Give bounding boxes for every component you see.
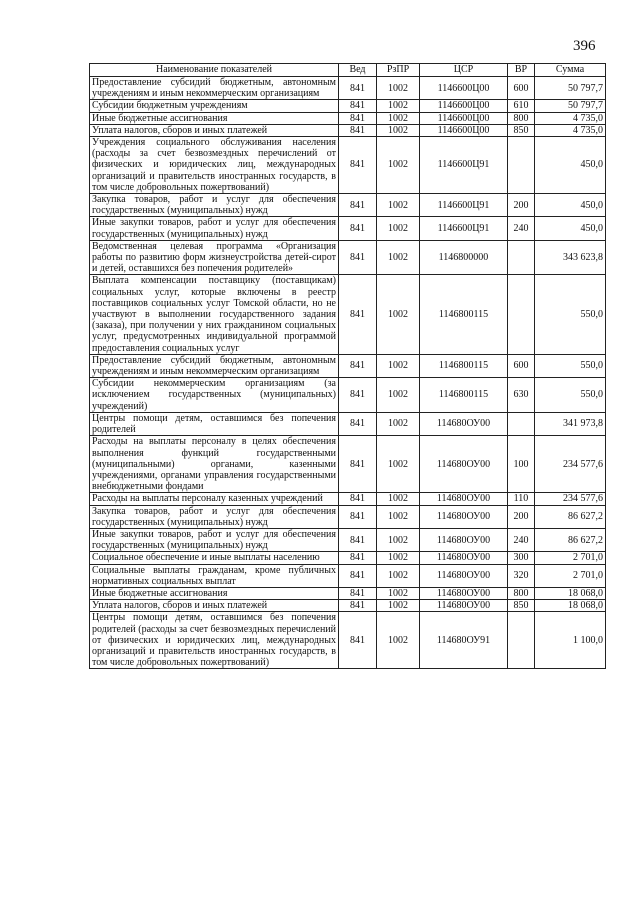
cell-csr: 114680ОУ00 — [420, 412, 508, 435]
table-row — [90, 412, 606, 435]
cell-csr: 1146800115 — [420, 354, 508, 377]
cell-ved: 841 — [339, 275, 377, 354]
cell-name: Субсидии бюджетным учреждениям — [90, 100, 339, 112]
budget-table — [89, 63, 606, 669]
cell-vr: 100 — [508, 436, 535, 493]
cell-sum: 50 797,7 — [535, 77, 606, 100]
cell-rzpr: 1002 — [377, 378, 420, 413]
table-row — [90, 552, 606, 564]
cell-rzpr: 1002 — [377, 528, 420, 551]
cell-sum: 86 627,2 — [535, 528, 606, 551]
table-header-row — [90, 64, 606, 77]
cell-rzpr: 1002 — [377, 564, 420, 587]
cell-rzpr: 1002 — [377, 275, 420, 354]
cell-sum: 50 797,7 — [535, 100, 606, 112]
cell-name: Иные бюджетные ассигнования — [90, 112, 339, 124]
cell-ved: 841 — [339, 194, 377, 217]
cell-rzpr: 1002 — [377, 354, 420, 377]
cell-sum: 550,0 — [535, 275, 606, 354]
cell-rzpr: 1002 — [377, 137, 420, 194]
cell-sum: 550,0 — [535, 354, 606, 377]
cell-csr: 1146600Ц91 — [420, 194, 508, 217]
cell-vr: 240 — [508, 217, 535, 240]
cell-name: Субсидии некоммерческим организациям (за исключением государственных (муниципальных) учреждений) — [90, 378, 339, 413]
cell-ved: 841 — [339, 587, 377, 599]
cell-sum: 234 577,6 — [535, 493, 606, 505]
cell-sum: 4 735,0 — [535, 112, 606, 124]
cell-sum: 4 735,0 — [535, 124, 606, 136]
table-row — [90, 612, 606, 669]
cell-rzpr: 1002 — [377, 552, 420, 564]
cell-name: Социальные выплаты гражданам, кроме публичных нормативных социальных выплат — [90, 564, 339, 587]
cell-csr: 1146600Ц91 — [420, 217, 508, 240]
cell-rzpr: 1002 — [377, 240, 420, 275]
header-csr: ЦСР — [420, 64, 508, 77]
cell-ved: 841 — [339, 240, 377, 275]
cell-name: Закупка товаров, работ и услуг для обеспечения государственных (муниципальных) нужд — [90, 505, 339, 528]
cell-sum: 1 100,0 — [535, 612, 606, 669]
cell-ved: 841 — [339, 505, 377, 528]
cell-vr: 600 — [508, 354, 535, 377]
cell-vr: 610 — [508, 100, 535, 112]
table-row — [90, 378, 606, 413]
table-row — [90, 505, 606, 528]
cell-rzpr: 1002 — [377, 612, 420, 669]
cell-name: Расходы на выплаты персоналу в целях обеспечения выполнения функций государственными (муниципальными) органами, казенными учреждениями, органами управления государственными внебюджетными фондами — [90, 436, 339, 493]
table-row — [90, 77, 606, 100]
cell-vr: 300 — [508, 552, 535, 564]
cell-ved: 841 — [339, 354, 377, 377]
cell-csr: 114680ОУ91 — [420, 612, 508, 669]
cell-vr: 200 — [508, 505, 535, 528]
table-row — [90, 124, 606, 136]
cell-ved: 841 — [339, 112, 377, 124]
cell-name: Учреждения социального обслуживания населения (расходы за счет безвозмездных перечислений от физических и юридических лиц, международных организаций и правительств иностранных государств, в том числе добровольных пожертвований) — [90, 137, 339, 194]
cell-ved: 841 — [339, 217, 377, 240]
cell-csr: 1146800115 — [420, 378, 508, 413]
cell-rzpr: 1002 — [377, 100, 420, 112]
table-row — [90, 354, 606, 377]
cell-rzpr: 1002 — [377, 600, 420, 612]
cell-vr: 850 — [508, 600, 535, 612]
table-row — [90, 112, 606, 124]
table-row — [90, 137, 606, 194]
cell-rzpr: 1002 — [377, 412, 420, 435]
cell-csr: 114680ОУ00 — [420, 436, 508, 493]
table-body — [90, 77, 606, 669]
cell-csr: 1146600Ц00 — [420, 124, 508, 136]
cell-ved: 841 — [339, 77, 377, 100]
cell-sum: 234 577,6 — [535, 436, 606, 493]
cell-rzpr: 1002 — [377, 112, 420, 124]
table-row — [90, 587, 606, 599]
cell-name: Предоставление субсидий бюджетным, автономным учреждениям и иным некоммерческим организациям — [90, 354, 339, 377]
table-row — [90, 275, 606, 354]
cell-vr: 800 — [508, 112, 535, 124]
cell-sum: 2 701,0 — [535, 552, 606, 564]
cell-sum: 86 627,2 — [535, 505, 606, 528]
cell-ved: 841 — [339, 137, 377, 194]
header-vr: ВР — [508, 64, 535, 77]
table-row — [90, 240, 606, 275]
cell-vr: 600 — [508, 77, 535, 100]
cell-name: Закупка товаров, работ и услуг для обеспечения государственных (муниципальных) нужд — [90, 194, 339, 217]
cell-csr: 114680ОУ00 — [420, 600, 508, 612]
cell-csr: 114680ОУ00 — [420, 528, 508, 551]
cell-name: Выплата компенсации поставщику (поставщикам) социальных услуг, которые включены в реестр поставщиков социальных услуг Томской области, но не участвуют в выполнении государственного задания (заказа), при получении у них гражданином социальных услуг, предусмотренных индивидуальной программой предоставления социальных услуг — [90, 275, 339, 354]
cell-vr: 320 — [508, 564, 535, 587]
table-row — [90, 600, 606, 612]
cell-csr: 1146800000 — [420, 240, 508, 275]
cell-ved: 841 — [339, 564, 377, 587]
cell-ved: 841 — [339, 378, 377, 413]
cell-ved: 841 — [339, 100, 377, 112]
cell-sum: 18 068,0 — [535, 600, 606, 612]
cell-sum: 18 068,0 — [535, 587, 606, 599]
table-row — [90, 100, 606, 112]
cell-ved: 841 — [339, 493, 377, 505]
cell-csr: 114680ОУ00 — [420, 587, 508, 599]
cell-vr: 200 — [508, 194, 535, 217]
cell-csr: 114680ОУ00 — [420, 505, 508, 528]
cell-name: Расходы на выплаты персоналу казенных учреждений — [90, 493, 339, 505]
cell-name: Социальное обеспечение и иные выплаты населению — [90, 552, 339, 564]
cell-csr: 114680ОУ00 — [420, 493, 508, 505]
cell-rzpr: 1002 — [377, 436, 420, 493]
cell-vr: 110 — [508, 493, 535, 505]
cell-sum: 550,0 — [535, 378, 606, 413]
cell-name: Уплата налогов, сборов и иных платежей — [90, 600, 339, 612]
table-row — [90, 436, 606, 493]
cell-ved: 841 — [339, 552, 377, 564]
table-row — [90, 564, 606, 587]
page-number: 396 — [573, 38, 596, 54]
cell-rzpr: 1002 — [377, 493, 420, 505]
header-name: Наименование показателей — [90, 64, 339, 77]
cell-vr — [508, 612, 535, 669]
cell-sum: 341 973,8 — [535, 412, 606, 435]
cell-csr: 1146600Ц00 — [420, 100, 508, 112]
cell-rzpr: 1002 — [377, 124, 420, 136]
header-rzpr: РзПР — [377, 64, 420, 77]
cell-sum: 450,0 — [535, 137, 606, 194]
cell-vr — [508, 412, 535, 435]
cell-vr — [508, 137, 535, 194]
table-row — [90, 194, 606, 217]
cell-ved: 841 — [339, 124, 377, 136]
cell-rzpr: 1002 — [377, 77, 420, 100]
cell-ved: 841 — [339, 612, 377, 669]
header-ved: Вед — [339, 64, 377, 77]
cell-vr: 240 — [508, 528, 535, 551]
cell-csr: 1146600Ц91 — [420, 137, 508, 194]
header-sum: Сумма — [535, 64, 606, 77]
table-row — [90, 217, 606, 240]
cell-rzpr: 1002 — [377, 505, 420, 528]
cell-rzpr: 1002 — [377, 194, 420, 217]
cell-csr: 114680ОУ00 — [420, 552, 508, 564]
cell-name: Предоставление субсидий бюджетным, автономным учреждениям и иным некоммерческим организациям — [90, 77, 339, 100]
cell-sum: 2 701,0 — [535, 564, 606, 587]
cell-sum: 343 623,8 — [535, 240, 606, 275]
cell-vr: 800 — [508, 587, 535, 599]
table-row — [90, 493, 606, 505]
cell-sum: 450,0 — [535, 194, 606, 217]
cell-csr: 1146600Ц00 — [420, 77, 508, 100]
cell-name: Ведомственная целевая программа «Организация работы по развитию форм жизнеустройства детей-сирот и детей, оставшихся без попечения родителей» — [90, 240, 339, 275]
cell-name: Центры помощи детям, оставшимся без попечения родителей — [90, 412, 339, 435]
cell-name: Центры помощи детям, оставшимся без попечения родителей (расходы за счет безвозмездных перечислений от физических и юридических лиц, международных организаций и правительств иностранных государств, в том числе добровольных пожертвований) — [90, 612, 339, 669]
cell-name: Иные закупки товаров, работ и услуг для обеспечения государственных (муниципальных) нужд — [90, 528, 339, 551]
cell-vr — [508, 240, 535, 275]
cell-ved: 841 — [339, 412, 377, 435]
cell-ved: 841 — [339, 600, 377, 612]
cell-name: Иные закупки товаров, работ и услуг для обеспечения государственных (муниципальных) нужд — [90, 217, 339, 240]
cell-ved: 841 — [339, 436, 377, 493]
cell-vr: 850 — [508, 124, 535, 136]
cell-name: Уплата налогов, сборов и иных платежей — [90, 124, 339, 136]
cell-vr — [508, 275, 535, 354]
cell-csr: 1146600Ц00 — [420, 112, 508, 124]
cell-csr: 114680ОУ00 — [420, 564, 508, 587]
cell-rzpr: 1002 — [377, 217, 420, 240]
cell-sum: 450,0 — [535, 217, 606, 240]
cell-rzpr: 1002 — [377, 587, 420, 599]
cell-vr: 630 — [508, 378, 535, 413]
cell-name: Иные бюджетные ассигнования — [90, 587, 339, 599]
cell-csr: 1146800115 — [420, 275, 508, 354]
cell-ved: 841 — [339, 528, 377, 551]
table-row — [90, 528, 606, 551]
